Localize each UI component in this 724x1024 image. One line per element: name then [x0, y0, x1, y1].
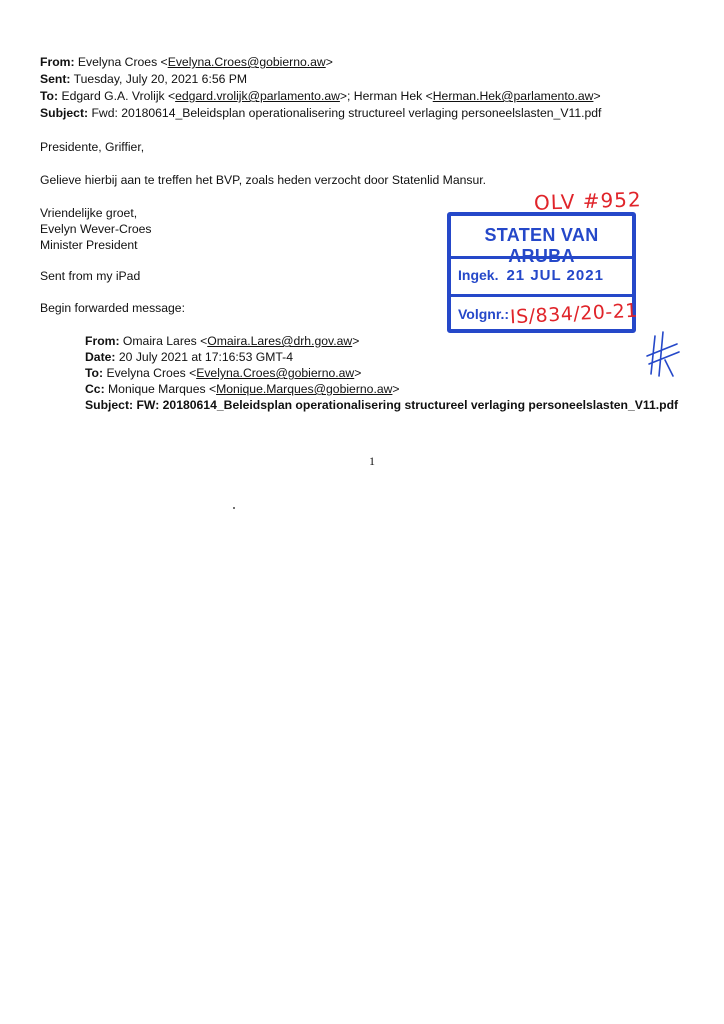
fwd-cc-line: [85, 381, 400, 397]
body-paragraph: Gelieve hierbij aan te treffen het BVP, zoals heden verzocht door Statenlid Mansur.: [40, 173, 487, 187]
stamp-volgnr-label: Volgnr.:: [458, 306, 510, 322]
stamp-ingek-label: Ingek.: [458, 267, 499, 283]
scan-speck: [233, 507, 235, 509]
outer-sent-value: Tuesday, July 20, 2021 6:56 PM: [73, 72, 248, 86]
stamp-title: STATEN VAN: [484, 225, 599, 245]
fwd-subject-value: FW: 20180614_Beleidsplan operationalisering structureel verlaging personeelslasten_V11.pdf: [136, 398, 679, 412]
fwd-cc-label: Cc:: [85, 382, 105, 396]
outer-to-email-1-link[interactable]: edgard.vrolijk@parlamento.aw: [175, 89, 340, 103]
stamp-divider-bottom: [451, 294, 632, 297]
fwd-to-email-link[interactable]: Evelyna.Croes@gobierno.aw: [196, 366, 355, 380]
stamp-volgnr-row: [458, 306, 509, 322]
salutation: Presidente, Griffier,: [40, 140, 145, 154]
outer-sent-line: [40, 71, 247, 87]
fwd-cc-close: >: [392, 382, 400, 396]
fwd-subject-line: [85, 397, 678, 413]
fwd-date-label: Date:: [85, 350, 116, 364]
signer-title: Minister President: [40, 238, 138, 252]
fwd-subject-label: Subject:: [85, 398, 134, 412]
outer-to-label: To:: [40, 89, 59, 103]
stamp-volgnr-handwritten: IS/834/20-21: [509, 299, 639, 329]
outer-to-close: >: [593, 89, 601, 103]
stamp-ingek-row: [458, 267, 604, 284]
page-number: 1: [369, 454, 375, 468]
stamp-divider-top: [451, 256, 632, 259]
fwd-from-close: >: [352, 334, 360, 348]
outer-subject-line: [40, 105, 601, 121]
fwd-to-label: To:: [85, 366, 104, 380]
fwd-from-label: From:: [85, 334, 120, 348]
outer-to-value-1: Edgard G.A. Vrolijk <: [61, 89, 176, 103]
outer-from-line: [40, 54, 333, 70]
fwd-cc-email-link[interactable]: Monique.Marques@gobierno.aw: [216, 382, 393, 396]
outer-subject-value: Fwd: 20180614_Beleidsplan operationalisering structureel verlaging personeelslasten_V11.pdf: [91, 106, 602, 120]
signer-name: Evelyn Wever-Croes: [40, 222, 152, 236]
outer-sent-label: Sent:: [40, 72, 71, 86]
fwd-to-close: >: [354, 366, 362, 380]
outer-subject-label: Subject:: [40, 106, 89, 120]
fwd-cc-value: Monique Marques <: [108, 382, 217, 396]
stamp-ingek-date: 21 JUL 2021: [506, 267, 604, 284]
fwd-from-value: Omaira Lares <: [122, 334, 208, 348]
outer-from-label: From:: [40, 55, 75, 69]
fwd-from-email-link[interactable]: Omaira.Lares@drh.gov.aw: [207, 334, 353, 348]
sent-from: Sent from my iPad: [40, 269, 141, 283]
outer-from-email-link[interactable]: Evelyna.Croes@gobierno.aw: [167, 55, 326, 69]
fwd-to-value: Evelyna Croes <: [106, 366, 197, 380]
signature-mark-icon: [643, 330, 681, 380]
outer-from-close: >: [325, 55, 333, 69]
outer-to-value-2: >; Herman Hek <: [339, 89, 433, 103]
fwd-date-value: 20 July 2021 at 17:16:53 GMT-4: [118, 350, 293, 364]
olv-handwritten-ref: OLV #952: [533, 187, 643, 215]
fwd-from-line: [85, 333, 359, 349]
fwd-to-line: [85, 365, 361, 381]
fwd-date-line: [85, 349, 293, 365]
begin-forwarded: Begin forwarded message:: [40, 301, 185, 315]
outer-to-line: [40, 88, 601, 104]
outer-from-value: Evelyna Croes <: [77, 55, 168, 69]
closing: Vriendelijke groet,: [40, 206, 138, 220]
outer-to-email-2-link[interactable]: Herman.Hek@parlamento.aw: [432, 89, 594, 103]
